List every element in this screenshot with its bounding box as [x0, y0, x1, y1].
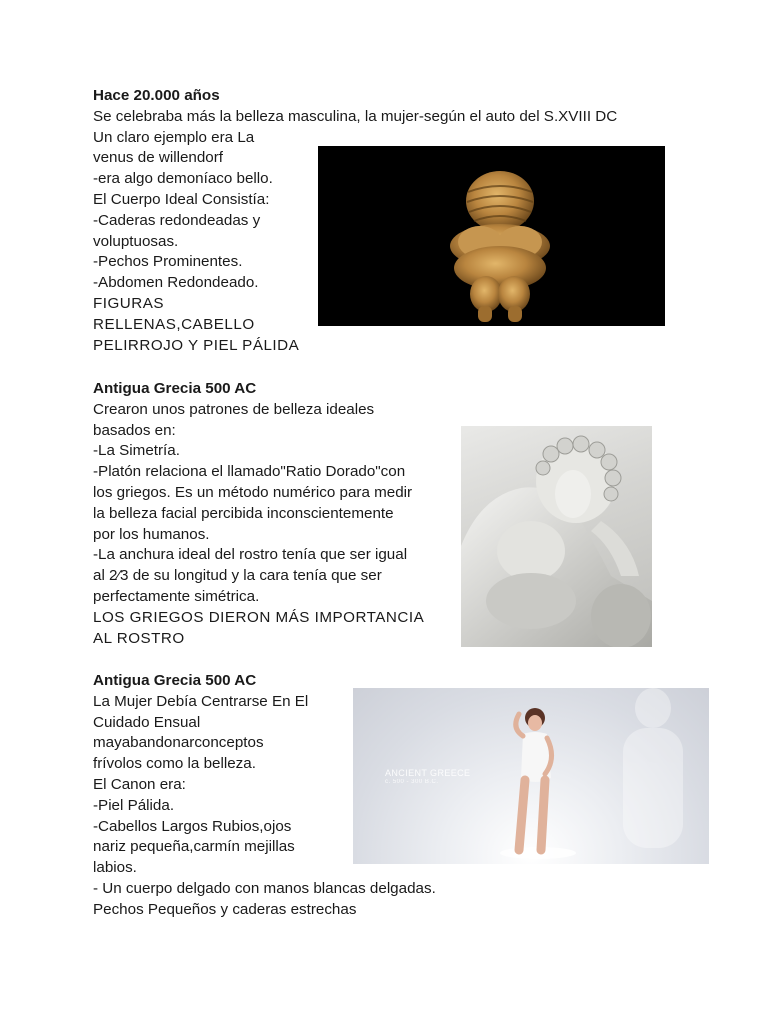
section-heading: Antigua Grecia 500 AC: [93, 380, 257, 397]
paragraph-line: Pechos Pequeños y caderas estrechas: [93, 900, 357, 918]
paragraph-line: nariz pequeña,carmín mejillas: [93, 838, 295, 856]
paragraph-line: -La anchura ideal del rostro tenía que ser igual: [93, 546, 408, 564]
paragraph-line: -La Simetría.: [93, 442, 180, 460]
paragraph-line: al 2⁄3 de su longitud y la cara tenía que ser: [93, 567, 382, 585]
paragraph-line: El Cuerpo Ideal Consistía:: [93, 190, 270, 208]
model-caption-subtitle: c. 500 - 300 B.C.: [385, 779, 439, 785]
paragraph-line: Se celebraba más la belleza masculina, la mujer-según el auto del S.XVIII DC: [93, 107, 618, 125]
paragraph-line: -Platón relaciona el llamado"Ratio Dorado"con: [93, 463, 406, 481]
statue-illustration: [461, 426, 652, 647]
paragraph-line: venus de willendorf: [93, 149, 224, 167]
paragraph-line: - Un cuerpo delgado con manos blancas delgadas.: [93, 879, 436, 897]
section-heading: Antigua Grecia 500 AC: [93, 672, 257, 689]
paragraph-line: -Caderas redondeadas y: [93, 211, 261, 229]
paragraph-line: voluptuosas.: [93, 232, 179, 250]
paragraph-line: la belleza facial percibida inconscientemente: [93, 504, 394, 522]
greek-statue-image: [461, 426, 652, 647]
paragraph-line: LOS GRIEGOS DIERON MÁS IMPORTANCIA: [93, 608, 425, 626]
paragraph-line: Un claro ejemplo era La: [93, 128, 255, 146]
paragraph-line: -Abdomen Redondeado.: [93, 274, 259, 292]
model-caption-title: ANCIENT GREECE: [385, 768, 471, 778]
paragraph-line: basados en:: [93, 421, 176, 439]
paragraph-line: -Cabellos Largos Rubios,ojos: [93, 817, 292, 835]
venus-figure-illustration: [318, 146, 665, 326]
ancient-greece-model-image: [353, 688, 709, 864]
venus-willendorf-image: [318, 146, 665, 326]
paragraph-line: frívolos como la belleza.: [93, 755, 256, 773]
paragraph-line: AL ROSTRO: [93, 629, 185, 647]
paragraph-line: RELLENAS,CABELLO: [93, 315, 255, 333]
paragraph-line: -era algo demoníaco bello.: [93, 170, 273, 188]
paragraph-line: La Mujer Debía Centrarse En El: [93, 692, 309, 710]
paragraph-line: Crearon unos patrones de belleza ideales: [93, 400, 375, 418]
section-greece-symmetry: [93, 379, 424, 649]
paragraph-line: mayabandonarconceptos: [93, 734, 264, 752]
paragraph-line: labios.: [93, 859, 137, 877]
paragraph-line: los griegos. Es un método numérico para medir: [93, 483, 413, 501]
paragraph-line: -Pechos Prominentes.: [93, 253, 243, 271]
paragraph-line: El Canon era:: [93, 775, 186, 793]
paragraph-line: FIGURAS: [93, 294, 165, 312]
paragraph-line: por los humanos.: [93, 525, 210, 543]
paragraph-line: PELIRROJO Y PIEL PÁLIDA: [93, 336, 300, 354]
paragraph-line: -Piel Pálida.: [93, 796, 175, 814]
paragraph-line: Cuidado Ensual: [93, 713, 201, 731]
section-heading: Hace 20.000 años: [93, 87, 220, 104]
paragraph-line: perfectamente simétrica.: [93, 587, 260, 605]
